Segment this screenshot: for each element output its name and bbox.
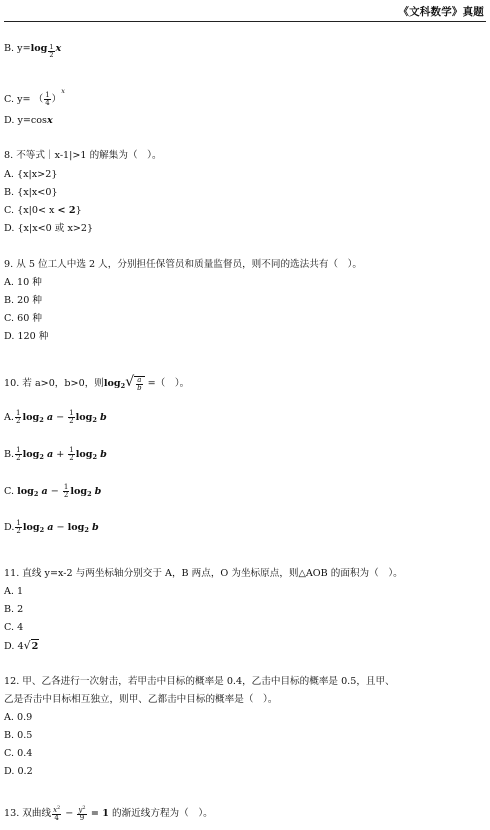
log-base-fraction <box>48 44 54 59</box>
option-text: D. 4 <box>4 641 24 652</box>
q11-option-b: B. 2 <box>4 604 24 615</box>
frac-num: 1 <box>45 91 50 99</box>
paren-close: ） <box>51 94 62 105</box>
q10-option-c <box>4 484 101 501</box>
fraction <box>68 410 74 425</box>
fraction <box>68 447 74 462</box>
q10-stem <box>4 375 189 393</box>
operator: − <box>62 808 77 819</box>
frac-num: 1 <box>63 483 69 491</box>
option-text: B. y= <box>4 43 31 54</box>
fraction <box>52 805 61 822</box>
log-symbol: log <box>103 377 121 389</box>
log-base: 2 <box>33 490 39 498</box>
fraction <box>15 447 21 462</box>
math-var: b <box>100 449 107 460</box>
q8-stem: 8. 不等式｜x-1|>1 的解集为（ ）。 <box>4 150 162 161</box>
log-base: 2 <box>120 381 126 390</box>
frac-den: 9 <box>79 814 85 822</box>
frac-den: 2 <box>16 527 21 535</box>
frac-den: 4 <box>54 814 59 822</box>
radicand <box>134 376 144 392</box>
operator: − <box>53 522 68 533</box>
stem-text: 10. 若 a>0，b>0，则 <box>4 377 104 389</box>
q11-option-a: A. 1 <box>4 586 24 597</box>
q10-option-d <box>4 520 99 537</box>
q8-option-a: A. {x|x>2} <box>4 169 58 180</box>
fraction <box>63 484 69 499</box>
math-var: a <box>46 449 54 460</box>
q9-stem: 9. 从 5 位工人中选 2 人，分别担任保管员和质量监督员，则不同的选法共有（ ）。 <box>4 259 362 270</box>
option-label: D. <box>4 522 15 533</box>
stem-text: =（ ）。 <box>144 377 190 389</box>
stem-text: 的渐近线方程为（ ）。 <box>108 808 213 819</box>
math-var: b <box>94 486 102 497</box>
frac-den: 4 <box>45 99 50 107</box>
frac-num: 1 <box>69 446 74 454</box>
q12-option-d: D. 0.2 <box>4 766 33 777</box>
math-var: y <box>78 806 83 814</box>
option-math: < 2 <box>57 205 76 216</box>
sqrt-symbol <box>125 375 144 392</box>
frac-num: 1 <box>49 43 54 51</box>
radical-sign: √ <box>23 639 31 652</box>
q12-stem-line1: 12. 甲、乙各进行一次射击，若甲击中目标的概率是 0.4，乙击中目标的概率是 0.5，且甲、 <box>4 676 395 687</box>
q8-option-b: B. {x|x<0} <box>4 187 58 198</box>
q7-option-c <box>4 84 65 107</box>
math-var: b <box>91 522 99 533</box>
exponent: x <box>61 87 65 95</box>
frac-num: 1 <box>16 446 21 454</box>
frac-num: 1 <box>15 409 21 417</box>
q9-option-d: D. 120 种 <box>4 331 49 342</box>
frac-den: 2 <box>16 454 21 462</box>
operator: + <box>53 449 68 460</box>
fraction <box>77 805 86 822</box>
frac-num: a <box>137 375 142 384</box>
q7-option-b <box>4 42 61 59</box>
frac-den: 2 <box>15 417 21 425</box>
math-var: a <box>41 486 48 497</box>
log-symbol: log <box>67 522 85 533</box>
q11-stem: 11. 直线 y=x-2 与两坐标轴分别交于 A，B 两点，O 为坐标原点，则△AOB 的面积为（ ）。 <box>4 568 403 579</box>
q10-option-a <box>4 410 107 427</box>
exponent: 2 <box>82 805 86 811</box>
q11-option-d <box>4 639 39 654</box>
fraction <box>15 410 21 425</box>
q12-option-b: B. 0.5 <box>4 730 33 741</box>
option-text: } <box>75 205 82 216</box>
log-symbol: log <box>22 412 40 423</box>
log-symbol: log <box>17 486 34 497</box>
header-rule <box>4 21 486 22</box>
log-base: 2 <box>39 453 44 461</box>
q11-option-c: C. 4 <box>4 622 24 633</box>
log-symbol: log <box>75 412 93 423</box>
stem-text: 13. 双曲线 <box>4 808 52 819</box>
exponent: 2 <box>57 805 61 811</box>
q8-option-c <box>4 204 82 218</box>
equation-rhs: = 1 <box>87 808 109 819</box>
log-base: 2 <box>92 416 97 424</box>
q9-option-c: C. 60 种 <box>4 313 42 324</box>
fraction <box>136 377 142 392</box>
q9-option-a: A. 10 种 <box>4 277 42 288</box>
option-label: A. <box>4 412 14 423</box>
frac-den: 2 <box>69 454 74 462</box>
frac-den: 2 <box>63 491 69 499</box>
fraction <box>15 520 21 535</box>
frac-num: 1 <box>16 519 21 527</box>
log-symbol: log <box>22 522 40 533</box>
document-header: 《文科数学》真题 <box>398 6 484 18</box>
q7-option-d <box>4 114 53 128</box>
option-text: C. {x|0< x <box>4 205 58 216</box>
q12-option-c: C. 0.4 <box>4 748 33 759</box>
log-symbol: log <box>22 449 40 460</box>
log-symbol: log <box>75 449 93 460</box>
log-base: 2 <box>84 526 89 534</box>
log-base: 2 <box>92 453 98 461</box>
option-label: B. <box>4 449 15 460</box>
option-text: D. y=cos <box>4 115 47 126</box>
math-var: a <box>46 412 54 423</box>
math-var: x <box>46 115 53 126</box>
option-text: C. y= （ <box>4 94 44 105</box>
math-var: a <box>47 522 54 533</box>
operator: − <box>53 412 68 423</box>
sqrt-symbol <box>24 639 40 654</box>
math-var: x <box>53 806 58 814</box>
q8-option-d: D. {x|x<0 或 x>2} <box>4 223 94 234</box>
log-symbol: log <box>70 486 88 497</box>
frac-num: 1 <box>69 409 74 417</box>
q12-option-a: A. 0.9 <box>4 712 33 723</box>
q9-option-b: B. 20 种 <box>4 295 43 306</box>
radical-sign: √ <box>125 374 135 390</box>
log-base: 2 <box>39 416 44 424</box>
radicand: 2 <box>31 641 39 652</box>
q10-option-b <box>4 447 107 464</box>
fraction <box>44 92 50 107</box>
log-base: 2 <box>87 490 92 498</box>
q12-stem-line2: 乙是否击中目标相互独立，则甲、乙都击中目标的概率是（ ）。 <box>4 694 278 705</box>
math-var: b <box>100 412 107 423</box>
frac-den: b <box>137 383 142 392</box>
q13-stem <box>4 805 213 822</box>
math-var: x <box>55 43 62 54</box>
option-label: C. <box>4 486 15 497</box>
frac-den: 2 <box>69 417 74 425</box>
frac-den: 2 <box>49 51 54 59</box>
log-symbol: log <box>30 43 48 54</box>
log-base: 2 <box>39 526 45 534</box>
operator: − <box>47 486 62 497</box>
